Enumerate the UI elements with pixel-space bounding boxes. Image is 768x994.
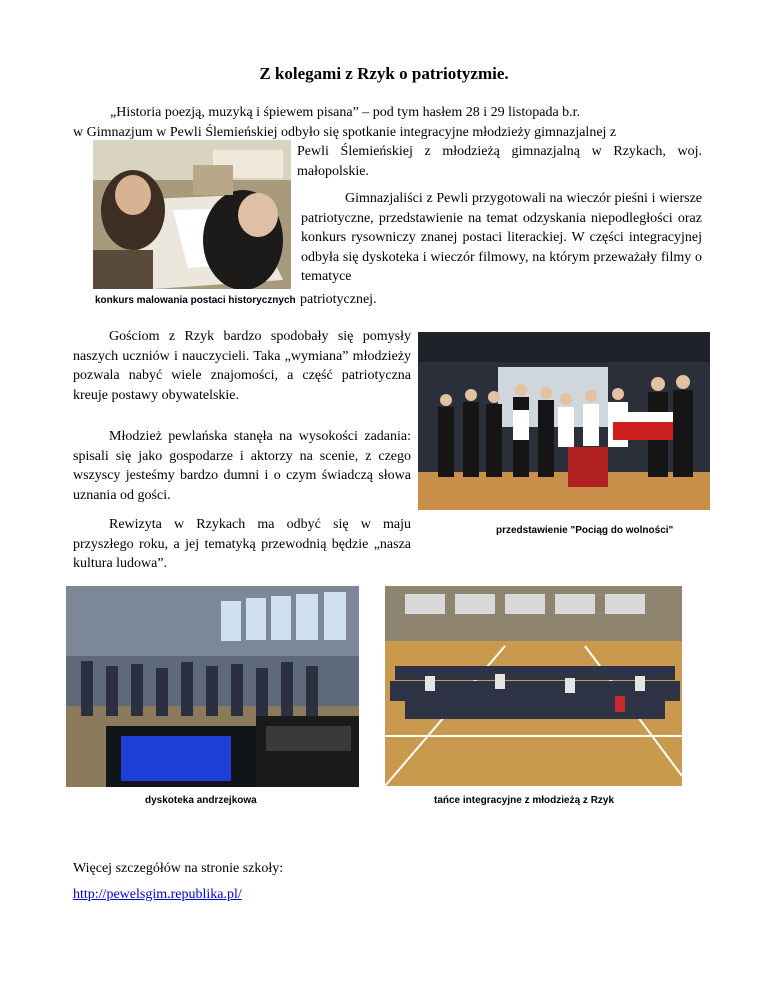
- paragraph-preparations: Gimnazjaliści z Pewli przygotowali na wieczór pieśni i wiersze patriotyczne, przedstawienie na temat odzyskania niepodległości oraz konkurs rysowniczy znanej postaci literackiej. W części integracyjnej odbyła się dyskoteka i wieczór filmowy, na którym przeważały filmy o tematyce: [301, 191, 702, 284]
- caption-disco: dyskoteka andrzejkowa: [145, 795, 257, 806]
- caption-play: przedstawienie "Pociąg do wolności": [496, 525, 674, 536]
- paragraph-return-visit: Rewizyta w Rzykach ma odbyć się w maju przyszłego roku, a jej tematyką przewodnią będzie „nasza kultura ludowa”.: [73, 517, 411, 571]
- photo-play: [418, 332, 710, 510]
- photo-play-image: [418, 332, 710, 510]
- photo-disco-image: [66, 586, 359, 787]
- school-website-link[interactable]: http://pewelsgim.republika.pl/: [73, 887, 242, 902]
- intro-rest: Pewli Ślemieńskiej z młodzieżą gimnazjalną w Rzykach, woj. małopolskie.: [297, 144, 702, 179]
- caption-dance: tańce integracyjne z młodzieżą z Rzyk: [434, 795, 615, 806]
- photo-dance-image: [385, 586, 682, 786]
- page-title: Z kolegami z Rzyk o patriotyzmie.: [259, 64, 509, 83]
- intro-line-2: w Gimnazjum w Pewli Ślemieńskiej odbyło się spotkanie integracyjne młodzieży gimnazjalnej z: [73, 125, 617, 140]
- paragraph-guests: Gościom z Rzyk bardzo spodobały się pomysły naszych uczniów i nauczycieli. Taka „wymiana” młodzieży pozwala nabyć wiele znajomości, a część patriotyczna kreuje postawy obywatelskie.: [73, 329, 411, 403]
- paragraph-hosts: Młodzież pewlańska stanęła na wysokości zadania: spisali się jako gospodarze i aktorzy na scenie, z czego wszyscy jesteśmy bardzo dumni i o czym świadczą słowa uznania od gości.: [73, 429, 411, 503]
- photo-drawing-contest-image: [93, 140, 291, 289]
- photo-drawing-contest: [93, 140, 291, 289]
- more-info-text: Więcej szczegółów na stronie szkoły:: [73, 861, 284, 876]
- photo-dance: [385, 586, 682, 786]
- caption-drawing-contest: konkurs malowania postaci historycznych: [95, 295, 296, 306]
- intro-line-1: „Historia poezją, muzyką i śpiewem pisana” – pod tym hasłem 28 i 29 listopada b.r.: [110, 105, 581, 120]
- paragraph-preparations-end: patriotycznej.: [300, 292, 377, 307]
- photo-disco: [66, 586, 359, 787]
